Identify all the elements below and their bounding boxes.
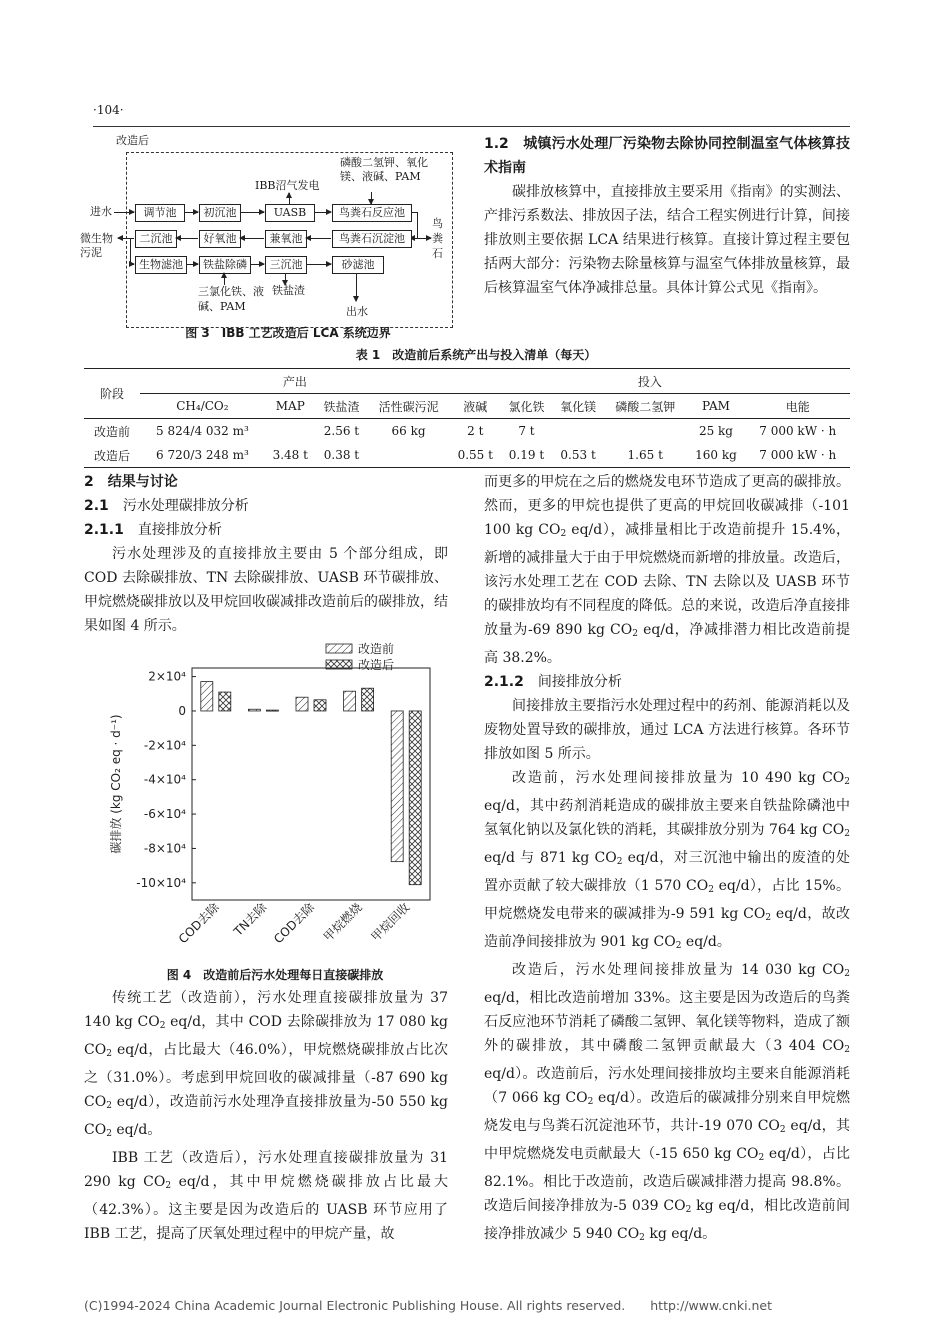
unit-jianyang: 兼氧池 [265,230,307,248]
y-tick-label: 2×10⁴ [148,669,186,684]
table-cell [265,419,316,444]
heading-num: 2.1.1 [84,522,124,538]
figure3-caption: 图 3 IBB 工艺改造后 LCA 系统边界 [185,326,391,340]
bar-before [248,709,260,711]
unit-shengwu: 生物滤池 [135,256,187,274]
table-header-input: 投入 [450,369,850,394]
bar-before [296,697,308,711]
unit-erchen: 二沉池 [135,230,177,248]
paragraph-indirect-after: 改造后，污水处理间接排放量为 14 030 kg $CO_2$ eq/d，相比改造前增加 33%。这主要是因为改造后的鸟粪石反应池环节消耗了磷酸二氢钾、氧化镁等物料，造成了额外的碳排放，其中磷酸二氢钾贡献最大（3 404 $CO_2$ eq/d）。改造前后，污水处理间接排放均主要来自能源消耗（7 066 kg $CO_2$ eq/d）。改造后的碳减排分别来自甲烷燃烧发电与鸟粪石沉淀池环节，共计-19 070 $CO_2$ eq/d，其中甲烷燃烧发电贡献最大（-15 650 kg $CO_2$ eq/d），占比 82.1%。相比于改造前，改造后碳减排潜力提高 98.8%。改造后间接净排放为-5 039 $CO_2$ kg eq/d，相比改造前间接净排放减少 5 940 $CO_2$ kg eq/d。 [484,962,850,1243]
table-column-headers [84,394,850,419]
y-tick-label: -4×10⁴ [143,772,186,787]
y-tick-label: -8×10⁴ [143,841,186,856]
table-column-header: CH₄/CO₂ [176,399,229,413]
table-column-header: 电能 [785,399,810,414]
section-heading-2-1 [84,494,448,518]
table-cell: 0.55 t [457,448,493,462]
arrow [130,264,134,265]
figure3-diagram [80,130,460,340]
table-cell: 3.48 t [272,448,308,462]
table-cell-stage: 改造前 [93,424,130,439]
section-1-2-paragraph: 碳排放核算中，直接排放主要采用《指南》的实测法、产排污系数法、排放因子法，结合工程实例进行计算，间接排放则主要依据 LCA 结果进行核算。直接计算过程主要包括两大部分：污染物去除量核算与温室气体排放量核算，最后核算温室气体净减排总量。具体计算公式见《指南》。 [484,184,850,296]
page-number: ·104· [93,103,124,117]
arrow [250,264,264,265]
x-tick-label: 甲烷回收 [368,900,413,945]
bar-after [266,710,278,711]
table-cell: 7 000 kW · h [759,448,837,462]
table-column-header: 液碱 [463,399,488,414]
line [417,212,418,238]
bar-after [219,692,231,711]
table-cell: 66 kg [391,424,426,438]
table-cell: 7 t [518,424,535,438]
arrow [306,238,331,239]
unit-tiaojie: 调节池 [135,204,185,222]
paragraph-direct-continued: 而更多的甲烷在之后的燃烧发电环节造成了更高的碳排放。然而，更多的甲烷也提供了更高的甲烷回收碳减排（-101 100 kg $CO_2$ eq/d），减排量相比于改造前提升 15.4%，新增的减排量大于由于甲烷燃烧而新增的排放量。改造后，该污水处理工艺在 COD 去除、TN 去除以及 UASB 环节的碳排放均有不同程度的降低。总的来说，改造后净直接排放量为-69 890 kg $CO_2$ eq/d，净减排潜力相比改造前提高 38.2%。 [484,474,850,666]
y-axis-label: 碳排放 (kg CO₂ eq · d⁻¹) [109,714,123,854]
bar-before [344,691,356,711]
legend-swatch [326,660,352,669]
table-header-stage: 阶段 [84,369,140,419]
table-column-header: PAM [702,399,730,413]
arrow [186,264,198,265]
table-cell-stage: 改造后 [93,448,130,463]
bar-after [362,688,374,711]
fig3-top-label: 改造后 [116,134,149,147]
table-body [84,419,850,468]
table-cell [367,443,450,468]
y-tick-label: -2×10⁴ [143,738,186,753]
table-cell [604,419,687,444]
section-heading-2-1-1 [84,518,448,542]
unit-uasb: UASB [265,204,315,222]
table-column-header: 磷酸二氢钾 [615,399,676,414]
table-cell: 7 000 kW · h [759,424,837,438]
fig3-out-water: 出水 [346,305,368,318]
table-cell: 1.65 t [627,448,663,462]
y-tick-label: -10×10⁴ [136,875,186,890]
heading-title: 污水处理碳排放分析 [122,498,249,514]
table-column-header: 氧化镁 [560,399,597,414]
figure4-chart [100,640,448,970]
table-header-output: 产出 [140,369,450,394]
fig3-top-inputs: 磷酸二氢钾、氧化 镁、液碱、PAM [340,156,428,183]
table-cell: 0.53 t [560,448,596,462]
bar-before [201,682,213,711]
legend-swatch [326,644,352,653]
unit-tieyan: 铁盐除磷 [199,256,251,274]
bar-after [314,700,326,711]
table-cell: 25 kg [698,424,733,438]
figure4-svg [100,640,448,970]
table1 [84,368,850,468]
section-heading-1-2: 1.2 城镇污水处理厂污染物去除协同控制温室气体核算技术指南 [484,136,850,176]
fig3-sludge-left: 微生物 污泥 [80,232,113,259]
legend-label: 改造前 [358,642,395,656]
arrow [356,273,357,301]
footer-copyright: (C)1994-2024 China Academic Journal Electronic Publishing House. All rights reserved. http://www.cnki.net [84,1298,773,1313]
x-tick-label: COD去除 [271,900,318,947]
section-heading-2: 2 结果与讨论 [84,474,178,490]
bar-after [409,711,421,885]
unit-chuchen: 初沉池 [199,204,241,222]
arrow [176,238,198,239]
unit-niaofen-settle: 鸟粪石沉淀池 [332,230,412,248]
table-row [84,443,850,468]
table-row [84,419,850,444]
table-cell: 160 kg [695,448,737,462]
table-column-header: MAP [275,399,305,413]
x-tick-label: COD去除 [175,900,222,947]
table-cell: 0.38 t [323,448,360,462]
fig3-ibb-label: IBB沼气发电 [255,179,320,192]
legend-label: 改造后 [358,658,395,672]
arrow [114,212,134,213]
table-cell: 2.56 t [323,424,360,438]
arrow [411,238,431,239]
table-cell: 2 t [467,424,484,438]
table1-caption: 表 1 改造前后系统产出与投入清单（每天） [355,348,597,362]
paragraph-before-retrofit: 传统工艺（改造前），污水处理直接碳排放量为 37 140 kg $CO_2$ eq/d，其中 COD 去除碳排放为 17 080 kg $CO_2$ eq/d，占比最大（46.0%），甲烷燃烧碳排放占比次之（31.0%）。考虑到甲烷回收的碳减排量（-87 690 kg $CO_2$ eq/d），改造前污水处理净直接排放量为-50 550 kg $CO_2$ eq/d。 [84,990,448,1139]
arrow [306,264,331,265]
arrow [371,192,372,204]
fig3-ext-right: 鸟 粪 石 [432,217,443,260]
paragraph-after-retrofit: IBB 工艺（改造后），污水处理直接碳排放量为 31 290 kg $CO_2$ eq/d，其中甲烷燃烧碳排放占比最大（42.3%）。这主要是因为改造后的 UASB 环节应用了 IBB 工艺，提高了厌氧处理过程中的甲烷产量，故 [84,1150,448,1242]
arrow [314,212,331,213]
table-cell: 5 824/4 032 m³ [156,424,249,438]
table-column-header: 铁盐渣 [323,399,360,414]
heading-title: 间接排放分析 [537,674,622,690]
arrow [240,212,264,213]
paragraph-direct-intro: 污水处理涉及的直接排放主要由 5 个部分组成，即 COD 去除碳排放、TN 去除碳排放、UASB 环节碳排放、甲烷燃烧碳排放以及甲烷回收碳减排改造前后的碳排放，结果如图 4 所示。 [84,546,448,634]
heading-title: 直接排放分析 [137,522,222,538]
table-column-header: 氯化铁 [508,399,545,414]
figure4-caption: 图 4 改造前后污水处理每日直接碳排放 [166,968,384,982]
table-cell: 6 720/3 248 m³ [156,448,249,462]
section-heading-2-1-2 [484,670,850,694]
arrow [184,212,198,213]
unit-haoyang: 好氧池 [199,230,241,248]
unit-shalv: 砂滤池 [332,256,384,274]
header-rule [93,126,850,127]
heading-num: 2.1.2 [484,674,524,690]
y-tick-label: -6×10⁴ [143,807,186,822]
table-column-header: 活性碳污泥 [378,399,439,414]
heading-num: 2.1 [84,498,109,514]
x-tick-label: 甲烷燃烧 [320,900,365,945]
x-tick-label: TN去除 [231,900,270,939]
fig3-bottom-inputs: 三氯化铁、液 碱、PAM [198,285,264,313]
bar-before [391,711,403,862]
paragraph-indirect-before: 改造前，污水处理间接排放量为 10 490 kg $CO_2$ eq/d，其中药剂消耗造成的碳排放主要来自铁盐除磷池中氢氧化钠以及氯化铁的消耗，其碳排放分别为 764 kg $CO_2$ eq/d 与 871 kg $CO_2$ eq/d，对三沉池中输出的废渣的处置亦贡献了较大碳排放（1 570 $CO_2$ eq/d），占比 15%。甲烷燃烧发电带来的碳减排为-9 591 kg $CO_2$ eq/d，故改造前净间接排放为 901 kg $CO_2$ eq/d。 [484,770,850,951]
arrow [240,238,264,239]
unit-sanchen: 三沉池 [265,256,307,274]
fig3-bottom-slag: 铁盐渣 [272,284,305,297]
unit-niaofen-react: 鸟粪石反应池 [332,204,412,222]
fig3-in-left: 进水 [90,205,112,218]
y-tick-label: 0 [178,703,186,718]
table-cell: 0.19 t [508,448,545,462]
table-cell [552,419,604,444]
paragraph-indirect-intro: 间接排放主要指污水处理过程中的药剂、能源消耗以及废物处置导致的碳排放，通过 LCA 方法进行核算。各环节排放如图 5 所示。 [484,698,850,762]
